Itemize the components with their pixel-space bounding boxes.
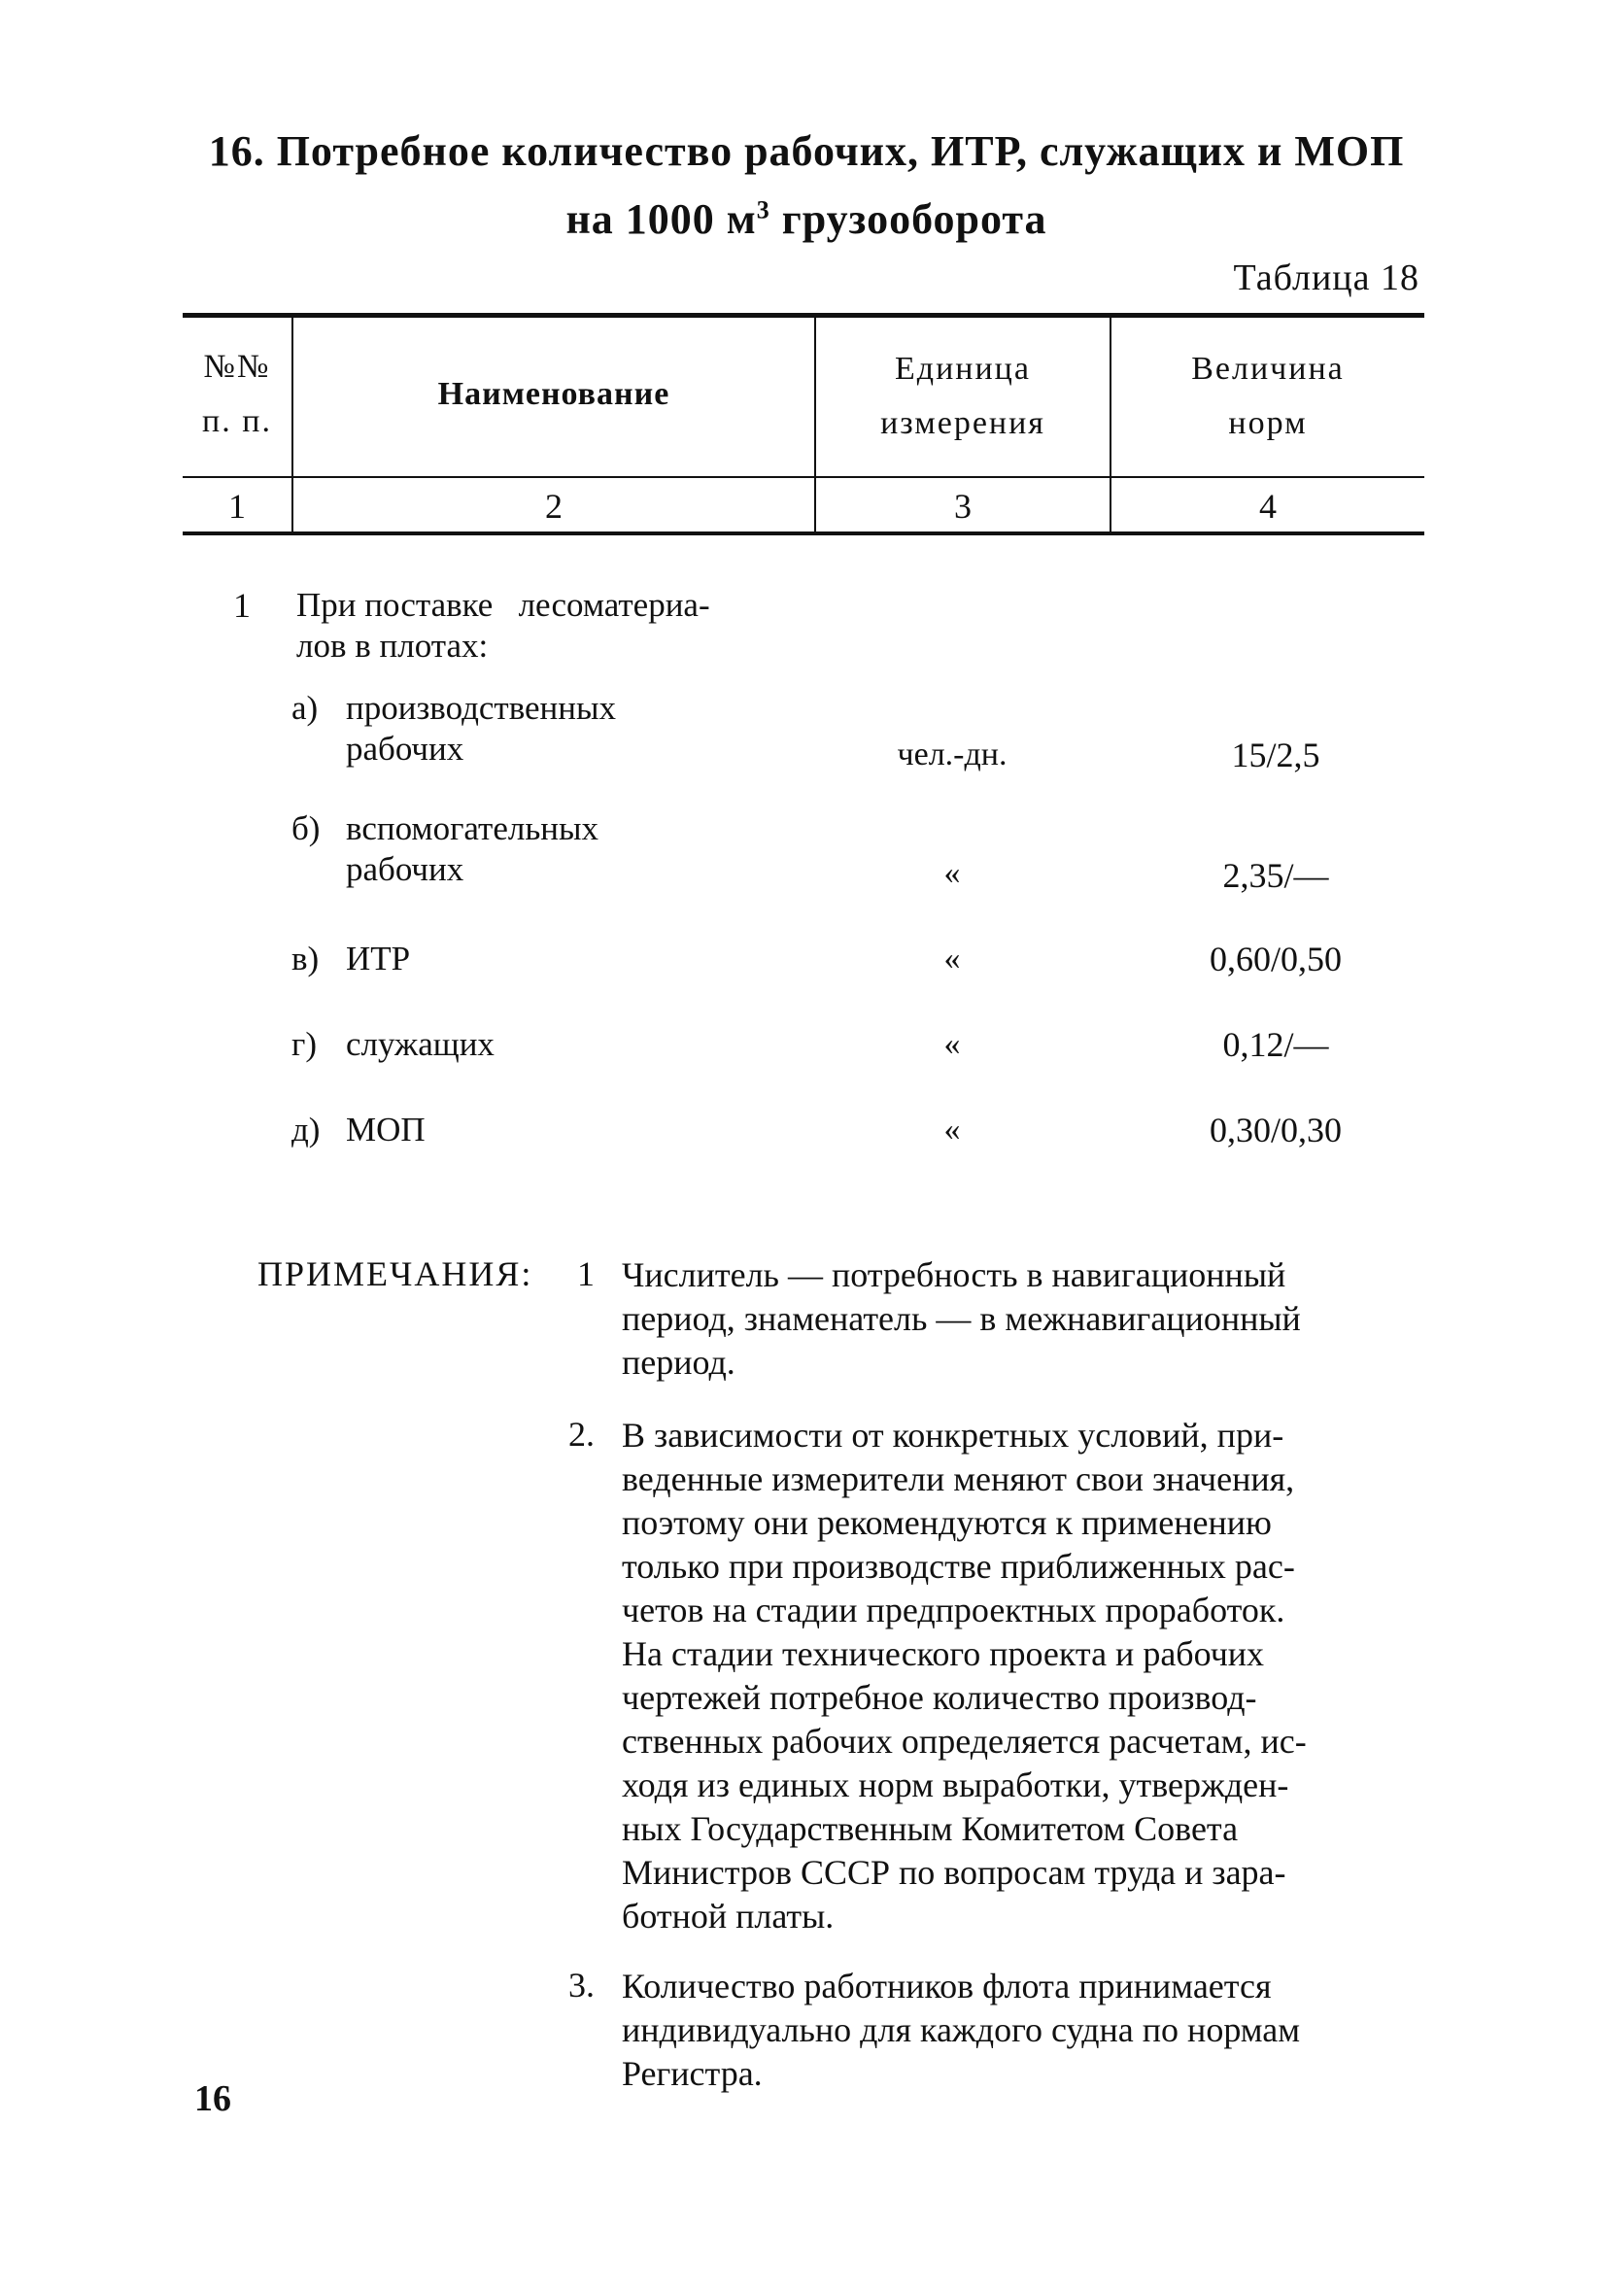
note-line: ных Государственным Комитетом Совета bbox=[622, 1809, 1239, 1848]
header-value-line1: Величина bbox=[1191, 351, 1345, 387]
row-label: г) bbox=[291, 1025, 318, 1063]
note-line: На стадии технического проекта и рабочих bbox=[622, 1634, 1265, 1673]
row-value: 0,12/— bbox=[1222, 1025, 1329, 1064]
note-line: Министров СССР по вопросам труда и зара- bbox=[622, 1853, 1286, 1892]
table-top-rule bbox=[183, 313, 1424, 318]
note-line: период. bbox=[622, 1343, 735, 1382]
note-number: 3. bbox=[568, 1966, 595, 2005]
row-label: в) bbox=[291, 940, 320, 977]
row-value: 0,60/0,50 bbox=[1209, 940, 1342, 978]
section-heading bbox=[296, 585, 821, 667]
note-text bbox=[622, 1414, 1424, 1938]
row-value: 0,30/0,30 bbox=[1209, 1111, 1342, 1149]
note-line: В зависимости от конкретных условий, при- bbox=[622, 1416, 1284, 1455]
header-number bbox=[185, 340, 290, 449]
row-text: МОП bbox=[346, 1111, 426, 1148]
note-number: 2. bbox=[568, 1415, 595, 1454]
notes-label: ПРИМЕЧАНИЯ: bbox=[257, 1254, 533, 1293]
subtitle-superscript: 3 bbox=[756, 195, 770, 224]
row-unit: « bbox=[943, 1026, 961, 1062]
header-number-line2: п. п. bbox=[202, 403, 272, 439]
header-unit-line2: измерения bbox=[880, 405, 1045, 441]
header-name: Наименование bbox=[437, 376, 670, 412]
note-line: ственных рабочих определяется расчетам, ис- bbox=[622, 1722, 1307, 1761]
section-heading-line2: лов в плотах: bbox=[296, 627, 489, 665]
note-number: 1 bbox=[577, 1254, 595, 1293]
row-unit: « bbox=[943, 855, 961, 891]
row-label: б) bbox=[291, 809, 321, 847]
row-text: вспомогательных bbox=[346, 809, 599, 847]
column-number: 4 bbox=[1259, 487, 1277, 526]
header-unit-line1: Единица bbox=[895, 351, 1031, 387]
table-bottom-rule bbox=[183, 531, 1424, 535]
row-label: д) bbox=[291, 1111, 321, 1148]
section-heading-line1: При поставке лесоматериа- bbox=[296, 586, 710, 624]
note-line: ботной платы. bbox=[622, 1897, 835, 1936]
table-row bbox=[291, 808, 816, 890]
header-value-line2: норм bbox=[1228, 405, 1308, 441]
table-label: Таблица 18 bbox=[1233, 257, 1419, 298]
note-line: Числитель — потребность в навигационный bbox=[622, 1255, 1286, 1294]
subtitle-part: на 1000 м bbox=[565, 195, 757, 243]
column-number: 2 bbox=[545, 487, 563, 526]
note-line: Количество работников флота принимается bbox=[622, 1967, 1272, 2005]
note-text bbox=[622, 1965, 1424, 2096]
page-number: 16 bbox=[194, 2078, 231, 2119]
section-subtitle bbox=[175, 194, 1438, 244]
row-unit: « bbox=[943, 1112, 961, 1148]
row-number: 1 bbox=[233, 586, 251, 625]
row-text: служащих bbox=[346, 1025, 495, 1063]
header-bottom-rule bbox=[183, 476, 1424, 478]
note-line: чертежей потребное количество производ- bbox=[622, 1678, 1257, 1717]
row-value: 2,35/— bbox=[1222, 856, 1329, 895]
row-unit: « bbox=[943, 941, 961, 977]
row-text: ИТР bbox=[346, 940, 411, 977]
column-number: 3 bbox=[954, 487, 972, 526]
note-line: только при производстве приближенных рас- bbox=[622, 1547, 1295, 1586]
note-text bbox=[622, 1253, 1424, 1385]
table-row bbox=[291, 1024, 816, 1065]
section-title: 16. Потребное количество рабочих, ИТР, служащих и МОП bbox=[208, 127, 1405, 175]
table-row bbox=[291, 688, 816, 770]
row-value: 15/2,5 bbox=[1231, 736, 1320, 774]
row-label: а) bbox=[291, 689, 319, 727]
row-text-cont: рабочих bbox=[346, 850, 464, 888]
note-line: индивидуально для каждого судна по нормам bbox=[622, 2010, 1301, 2049]
table-row bbox=[291, 1110, 816, 1150]
column-number: 1 bbox=[228, 487, 246, 526]
note-line: поэтому они рекомендуются к применению bbox=[622, 1503, 1272, 1542]
note-line: период, знаменатель — в межнавигационный bbox=[622, 1299, 1301, 1338]
subtitle-part: грузооборота bbox=[769, 195, 1047, 243]
row-text-cont: рабочих bbox=[346, 730, 464, 768]
note-line: ходя из единых норм выработки, утвержден- bbox=[622, 1765, 1289, 1804]
row-text: производственных bbox=[346, 689, 617, 727]
table-row bbox=[291, 939, 816, 979]
row-unit: чел.-дн. bbox=[897, 737, 1008, 772]
note-line: четов на стадии предпроектных проработок. bbox=[622, 1591, 1285, 1629]
note-line: веденные измерители меняют свои значения, bbox=[622, 1459, 1295, 1498]
header-value bbox=[1111, 342, 1424, 451]
note-line: Регистра. bbox=[622, 2054, 763, 2093]
header-unit bbox=[816, 342, 1110, 451]
header-number-line1: №№ bbox=[203, 349, 271, 385]
